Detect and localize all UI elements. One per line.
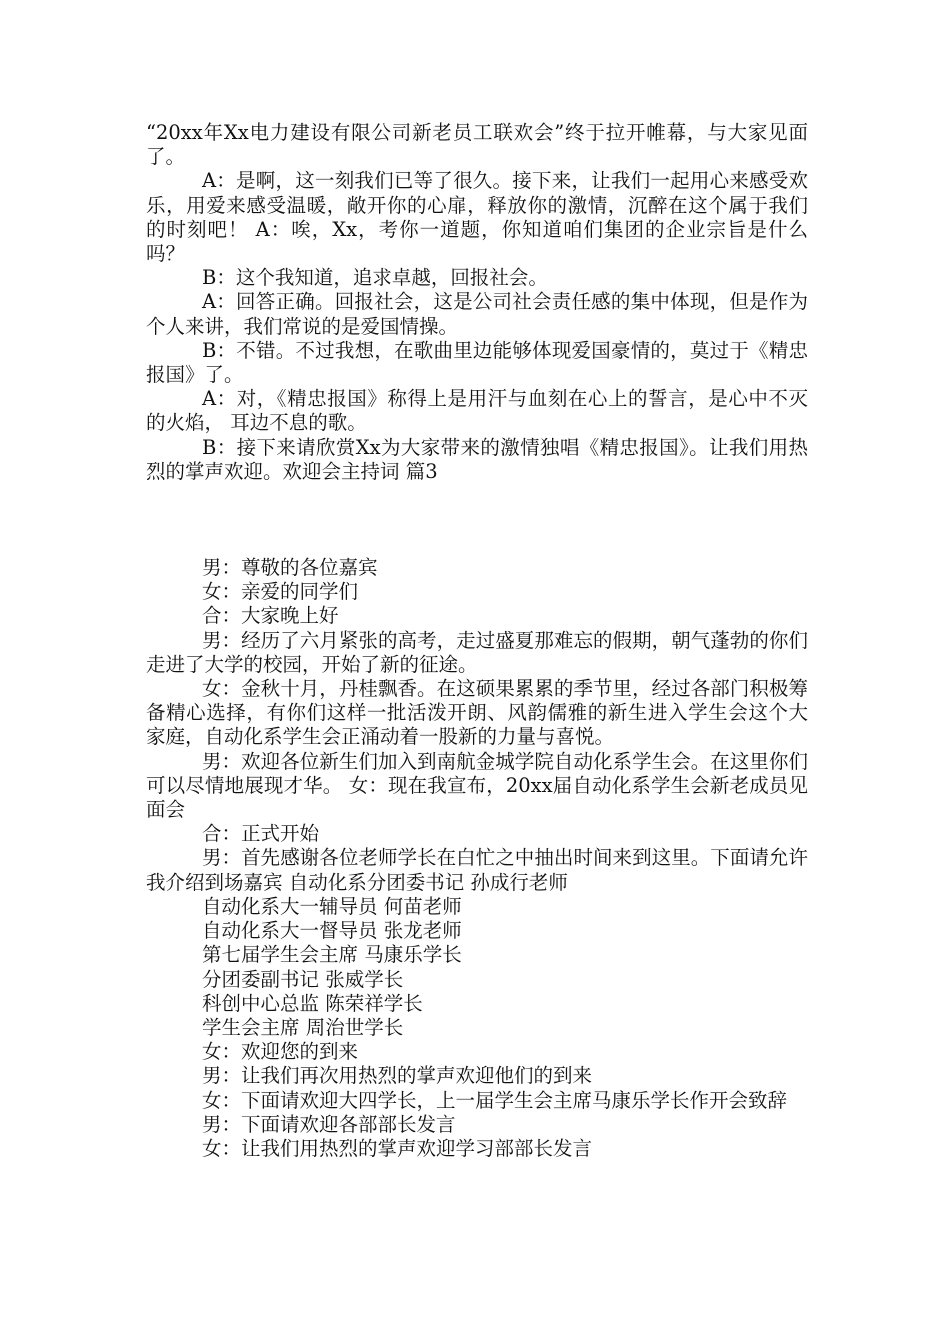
paragraph: 自动化系大一督导员 张龙老师	[202, 919, 462, 943]
paragraph: 女：亲爱的同学们	[202, 580, 359, 604]
paragraph: 男：欢迎各位新生们加入到南航金城学院自动化系学生会。在这里你们可以尽情地展现才华。 女：现在我宣布，20xx届自动化系学生会新老成员见面会	[146, 749, 808, 822]
paragraph: 男：让我们再次用热烈的掌声欢迎他们的到来	[202, 1064, 593, 1088]
document-body	[146, 121, 808, 1161]
paragraph: 学生会主席 周治世学长	[202, 1015, 404, 1039]
paragraph: 科创中心总监 陈荣祥学长	[202, 991, 423, 1015]
paragraph: 自动化系大一辅导员 何苗老师	[202, 894, 462, 918]
paragraph: 第七届学生会主席 马康乐学长	[202, 943, 462, 967]
paragraph: A：对，《精忠报国》称得上是用汗与血刻在心上的誓言，是心中不灭的火焰， 耳边不息的歌。	[146, 387, 808, 435]
paragraph: 合：大家晚上好	[202, 604, 339, 628]
paragraph-spacer	[146, 484, 808, 556]
paragraph: 男：尊敬的各位嘉宾	[202, 556, 378, 580]
paragraph: “20xx年Xx电力建设有限公司新老员工联欢会”终于拉开帷幕，与大家见面了。	[146, 121, 808, 169]
paragraph: 女：让我们用热烈的掌声欢迎学习部部长发言	[202, 1136, 593, 1160]
paragraph: 合：正式开始	[202, 822, 320, 846]
paragraph: B：接下来请欣赏Xx为大家带来的激情独唱《精忠报国》。让我们用热烈的掌声欢迎。欢迎会主持词 篇3	[146, 435, 808, 483]
paragraph: 男：下面请欢迎各部部长发言	[202, 1112, 456, 1136]
paragraph: B：不错。不过我想，在歌曲里边能够体现爱国豪情的，莫过于《精忠报国》了。	[146, 338, 808, 387]
paragraph: 分团委副书记 张威学长	[202, 967, 404, 991]
paragraph: A：是啊，这一刻我们已等了很久。接下来，让我们一起用心来感受欢乐，用爱来感受温暖，敞开你的心扉，释放你的激情，沉醉在这个属于我们的时刻吧！ A：唉，Xx，考你一道题，你知道咱们集团的企业宗旨是什么吗？	[146, 169, 808, 266]
paragraph: B：这个我知道，追求卓越，回报社会。	[202, 266, 548, 290]
paragraph: A：回答正确。回报社会，这是公司社会责任感的集中体现，但是作为个人来讲，我们常说的是爱国情操。	[146, 290, 808, 338]
paragraph: 男：首先感谢各位老师学长在白忙之中抽出时间来到这里。下面请允许我介绍到场嘉宾 自动化系分团委书记 孙成行老师	[146, 846, 808, 894]
paragraph: 女：欢迎您的到来	[202, 1040, 359, 1064]
paragraph: 男：经历了六月紧张的高考，走过盛夏那难忘的假期，朝气蓬勃的你们走进了大学的校园，开始了新的征途。	[146, 628, 808, 676]
paragraph: 女：下面请欢迎大四学长，上一届学生会主席马康乐学长作开会致辞	[202, 1088, 788, 1112]
paragraph: 女：金秋十月，丹桂飘香。在这硕果累累的季节里，经过各部门积极筹备精心选择，有你们这样一批活泼开朗、风韵儒雅的新生进入学生会这个大家庭，自动化系学生会正涌动着一股新的力量与喜悦。	[146, 677, 808, 749]
